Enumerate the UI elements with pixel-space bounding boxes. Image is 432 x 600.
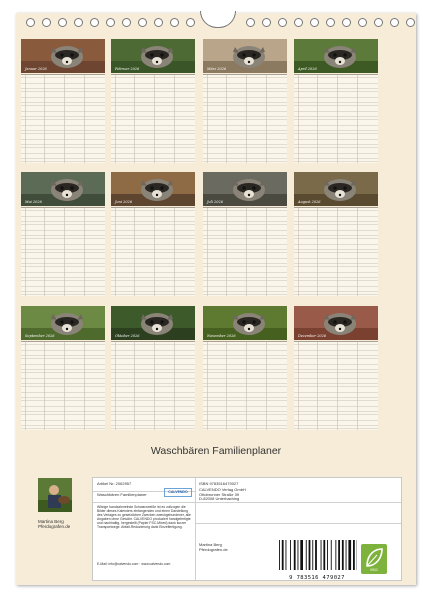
barcode-bar — [327, 540, 328, 570]
barcode-bar — [348, 540, 351, 570]
month-label: März 2026 — [207, 67, 227, 71]
barcode-bar — [321, 540, 322, 570]
planner-grid — [111, 341, 195, 430]
barcode-bar — [346, 540, 347, 570]
divider — [195, 523, 401, 524]
planner-grid — [203, 207, 287, 296]
month-label: Oktober 2026 — [115, 334, 140, 338]
binding-hole — [154, 18, 163, 27]
binding-hole — [90, 18, 99, 27]
barcode-bar — [282, 540, 284, 570]
binding-hole — [74, 18, 83, 27]
divider — [93, 502, 401, 503]
raccoon-photo — [203, 39, 287, 73]
author-photo — [38, 478, 72, 512]
planner-grid — [21, 341, 105, 430]
month-label: Juni 2026 — [115, 200, 133, 204]
author-line: Martina Berg — [199, 542, 222, 547]
barcode-bar — [331, 540, 332, 570]
raccoon-photo — [294, 172, 378, 206]
barcode-bar — [300, 540, 303, 570]
barcode-bar — [315, 540, 317, 570]
month-label: April 2026 — [298, 67, 317, 71]
barcode-bar — [353, 540, 355, 570]
month-label: September 2026 — [25, 334, 55, 338]
binding-hole — [374, 18, 383, 27]
raccoon-photo — [21, 39, 105, 73]
month-label: Januar 2026 — [25, 67, 47, 71]
barcode-bar — [323, 540, 325, 570]
raccoon-photo — [203, 172, 287, 206]
barcode-bar — [312, 540, 313, 570]
barcode-bar — [279, 540, 280, 570]
calendar-page — [16, 13, 416, 585]
publisher-line: CALVENDO Verlag GmbH — [199, 487, 246, 492]
planner-grid — [111, 207, 195, 296]
barcode-bar — [306, 540, 307, 570]
barcode-bar — [309, 540, 311, 570]
binding-hole — [358, 18, 367, 27]
binding-hole — [186, 18, 195, 27]
barcode-bar — [298, 540, 299, 570]
barcode-bar — [338, 540, 340, 570]
author-site: Pferdografen.de — [38, 524, 71, 529]
divider — [195, 478, 196, 580]
barcode-bar — [294, 540, 296, 570]
barcode — [277, 540, 357, 581]
barcode-bar — [290, 540, 291, 570]
barcode-bar — [286, 540, 287, 570]
binding-hole — [122, 18, 131, 27]
contact-email: E-Mail: info@calvendo.com · www.calvendo.com — [97, 562, 171, 566]
raccoon-photo — [203, 306, 287, 340]
barcode-bar — [335, 540, 336, 570]
author-line: Pferdografen.de — [199, 546, 228, 552]
publisher-address — [199, 488, 279, 502]
eco-text: eco — [370, 567, 378, 572]
planner-grid — [294, 341, 378, 430]
month-label: Juli 2026 — [207, 200, 223, 204]
month-label: November 2026 — [207, 334, 236, 338]
article-number: Artikel Nr: 2062957 — [97, 481, 132, 486]
page-title: Waschbären Familienplaner — [150, 445, 282, 457]
binding-hole — [294, 18, 303, 27]
binding-hole — [106, 18, 115, 27]
binding-hole — [170, 18, 179, 27]
binding-hole — [278, 18, 287, 27]
raccoon-photo — [294, 306, 378, 340]
raccoon-photo — [21, 306, 105, 340]
month-label: Februar 2026 — [115, 67, 140, 71]
month-label: Mai 2026 — [25, 200, 42, 204]
binding-hole — [310, 18, 319, 27]
author-credit — [38, 519, 70, 529]
binding-hole — [42, 18, 51, 27]
binding-hole — [326, 18, 335, 27]
month-label: August 2026 — [298, 200, 321, 204]
product-info-box — [92, 477, 402, 581]
raccoon-photo — [111, 306, 195, 340]
product-title: Waschbären Familienplaner — [97, 492, 147, 497]
publisher-line: Ottobrunner Straße 39 — [199, 491, 240, 497]
binding-hole — [26, 18, 35, 27]
planner-grid — [203, 341, 287, 430]
planner-grid — [203, 74, 287, 163]
binding-hole — [262, 18, 271, 27]
barcode-bar — [342, 540, 344, 570]
calvendo-logo: CALVENDO — [164, 488, 192, 497]
eco-label — [361, 544, 387, 574]
product-description: Witzige handzahmelnde Schwarzweiße ist es vollzogen die Bilder dieses Kalenders einfangenden und einen Darstellung des Verlages zu gesetzlichen Zwecken zweckgebundener, alle Angaben ohne Gewähr. CALVENDO produziert handgefertigte und nachhaltig, hergestellt (Papier FSC-Mixed) dank kurzer Transportwege. Abfall-Reduzierung dank Einzelfertigung. — [97, 505, 191, 529]
planner-grid — [111, 74, 195, 163]
author-name: Martina Berg — [38, 519, 64, 524]
binding-hole — [406, 18, 415, 27]
binding-hole — [58, 18, 67, 27]
planner-grid — [294, 74, 378, 163]
raccoon-photo — [294, 39, 378, 73]
raccoon-photo — [111, 39, 195, 73]
publisher-line: D-82008 Unterhaching — [199, 496, 240, 502]
isbn: ISBN 9783516479027 — [199, 481, 239, 486]
raccoon-photo — [111, 172, 195, 206]
planner-grid — [21, 207, 105, 296]
binding-hole — [390, 18, 399, 27]
planner-grid — [294, 207, 378, 296]
month-label: Dezember 2026 — [298, 334, 327, 338]
barcode-digits: 9 783516 479027 — [289, 575, 345, 581]
author-block — [199, 543, 269, 552]
binding-hole — [342, 18, 351, 27]
planner-grid — [21, 74, 105, 163]
raccoon-photo — [21, 172, 105, 206]
binding-hole — [246, 18, 255, 27]
binding-hole — [138, 18, 147, 27]
